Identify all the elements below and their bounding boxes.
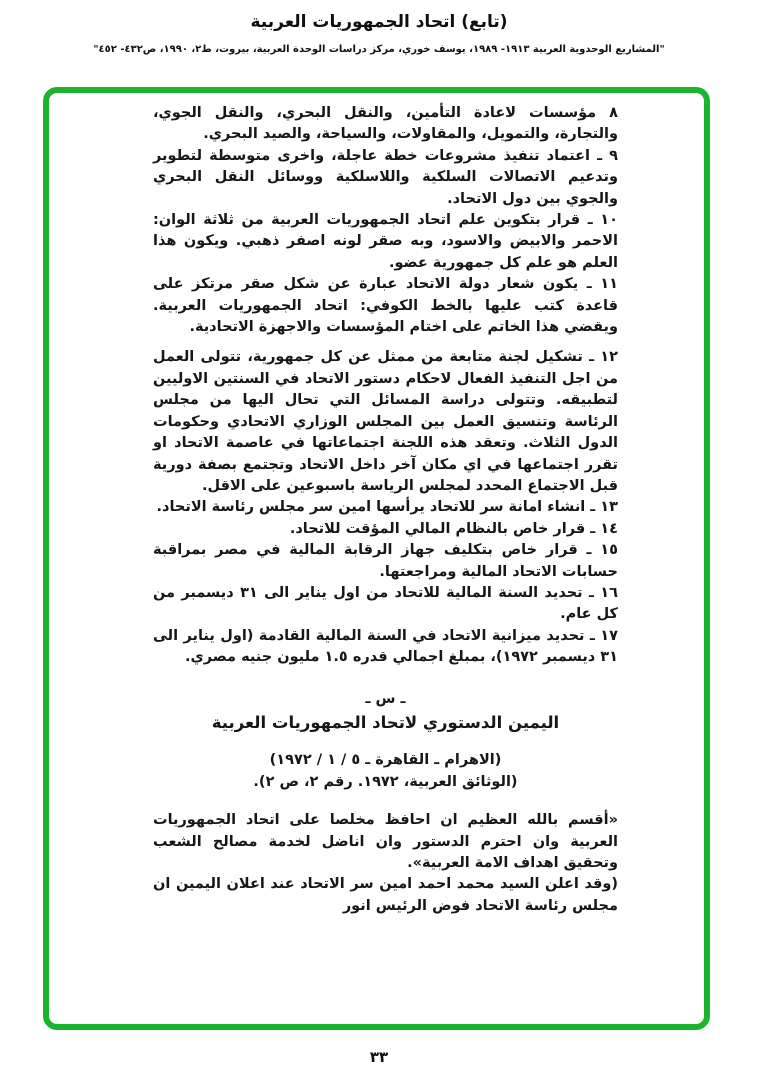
source-citation: "المشاريع الوحدوية العربية ١٩١٣- ١٩٨٩، يوسف خوري، مركز دراسات الوحدة العربية، بيروت، ط٢، ١٩٩٠، ص٤٣٢- ٤٥٢" [93, 44, 665, 55]
list-item-16: ١٦ ـ تحديد السنة المالية للاتحاد من اول يناير الى ٣١ ديسمبر من كل عام. [153, 584, 618, 623]
list-item-11: ١١ ـ يكون شعار دولة الاتحاد عبارة عن شكل صقر مرتكز على قاعدة كتب عليها بالخط الكوفي: اتحاد الجمهوريات العربية. ويقضي هذا الخاتم على اختام المؤسسات والاجهزة الاتحادية. [153, 276, 618, 336]
content-frame [43, 87, 710, 1030]
list-item-8: ٨ مؤسسات لاعادة التأمين، والنقل البحري، والنقل الجوي، والتجارة، والتمويل، والمقاولات، والسياحة، والصيد البحري. [153, 105, 618, 143]
list-item-9: ٩ ـ اعتماد تنفيذ مشروعات خطة عاجلة، واخرى متوسطة لتطوير وتدعيم الاتصالات السلكية واللاسلكية ووسائل النقل البحري والجوي بين دول الاتحاد. [153, 147, 618, 207]
oath-paragraph: «أقسم بالله العظيم ان احافظ مخلصا على اتحاد الجمهوريات العربية وان احترم الدستور وان اناضل لخدمة مصالح الشعب وتحقيق اهداف الامة العربية». [153, 812, 618, 871]
list-item-14: ١٤ ـ قرار خاص بالنظام المالي المؤقت للاتحاد. [289, 520, 618, 537]
reference-line-2: (الوثائق العربية، ١٩٧٢. رقم ٢، ص ٢). [253, 773, 518, 790]
list-item-12: ١٢ ـ تشكيل لجنة متابعة من ممثل عن كل جمهورية، تتولى العمل من اجل التنفيذ الفعال لاحكام دستور الاتحاد في السنتين الاوليين لتطبيقه. وتتولى دراسة المسائل التي تحال اليها من مجلس الرئاسة وتنسيق العمل بين المجلس الوزاري الاتحادي وحكومات الدول الثلاث. وتعقد هذه اللجنة اجتماعاتها في عاصمة الاتحاد او تقرر اجتماعها في اي مكان آخر داخل الاتحاد وتجتمع بصفة دورية قبل الاجتماع المحدد لمجلس الرياسة باسبوعين على الاقل. [153, 349, 618, 494]
list-item-10: ١٠ ـ قرار بتكوين علم اتحاد الجمهوريات العربية من ثلاثة الوان: الاحمر والابيض والاسود، وبه صقر لونه اصفر ذهبي. ويكون هذا العلم هو علم كل جمهورية عضو. [153, 212, 618, 271]
list-item-15: ١٥ ـ قرار خاص بتكليف جهاز الرقابة المالية في مصر بمراقبة حسابات الاتحاد المالية ومراجعتها. [153, 542, 618, 580]
page-header [0, 12, 758, 55]
note-paragraph: (وقد اعلن السيد محمد احمد امين سر الاتحاد عند اعلان اليمين ان مجلس رئاسة الاتحاد فوض الرئيس انور [153, 876, 618, 914]
list-item-17: ١٧ ـ تحديد ميزانية الاتحاد في السنة المالية القادمة (اول يناير الى ٣١ ديسمبر ١٩٧٢)، بمبلغ اجمالي قدره ١.٥ مليون جنيه مصري. [153, 627, 618, 666]
reference-block [153, 750, 618, 793]
section-heading: اليمين الدستوري لاتحاد الجمهوريات العربية [211, 712, 560, 732]
section-marker: ـ س ـ [365, 690, 406, 707]
list-item-13: ١٣ ـ انشاء امانة سر للاتحاد يرأسها امين سر مجلس رئاسة الاتحاد. [156, 499, 618, 516]
page-title: (تابع) اتحاد الجمهوريات العربية [250, 12, 508, 32]
reference-line-1: (الاهرام ـ القاهرة ـ ٥ / ١ / ١٩٧٢) [269, 752, 502, 769]
text-column [49, 93, 704, 917]
page-number: ٣٣ [369, 1048, 389, 1066]
